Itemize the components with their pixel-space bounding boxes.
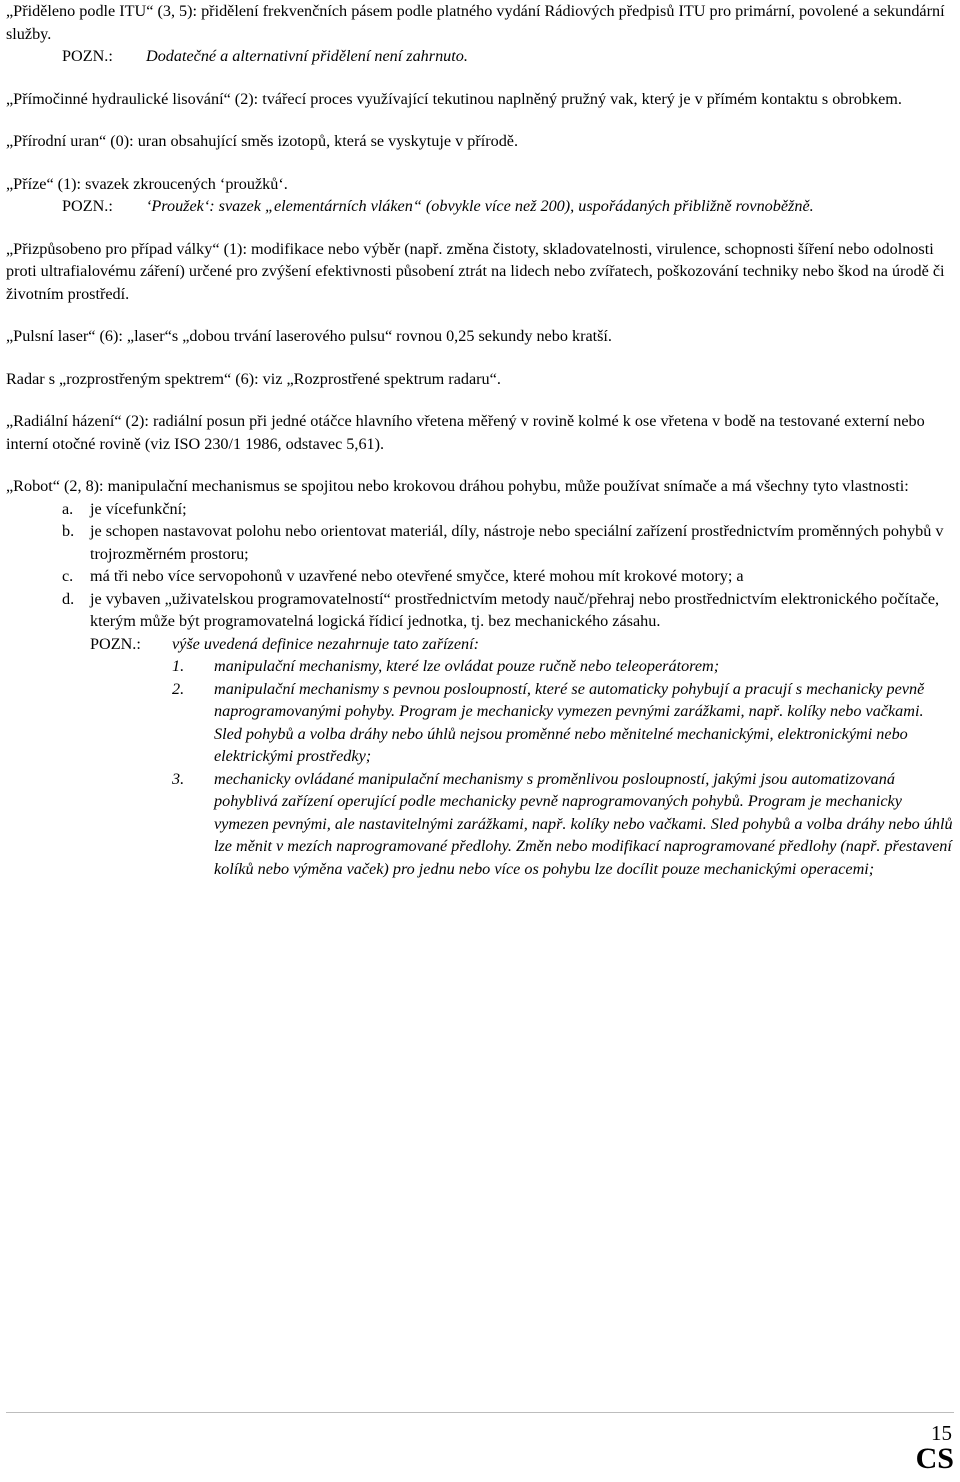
definition-text: „Příze“ (1): svazek zkroucených ‘proužků‘. [6,174,288,193]
definition-text: „Přiděleno podle ITU“ (3, 5): přidělení frekvenčních pásem podle platného vydání Rádiových předpisů ITU pro primární, povolené a sekundární služby. [6,2,945,43]
definition-text: „Přizpůsobeno pro případ války“ (1): modifikace nebo výběr (např. změna čistoty, skladovatelnosti, virulence, schopnosti šíření nebo odolnosti proti ultrafialovému záření) určené pro zvýšení efektivnosti působení ztrát na lidech nebo zvířatech, poškozování techniky nebo škod na úrodě či životním prostředí. [6,239,945,303]
definition-text: Radar s „rozprostřeným spektrem“ (6): viz „Rozprostřené spektrum radaru“. [6,369,501,388]
list-item [62,565,954,588]
definition-text: „Radiální házení“ (2): radiální posun při jedné otáčce hlavního vřetena měřený v rovině kolmé k ose vřetena v bodě na testované externí nebo interní otočné rovině (viz ISO 230/1 1986, odstavec 5,61). [6,412,925,453]
definition-note [90,633,954,656]
list-item-text: má tři nebo více servopohonů v uzavřené nebo otevřené smyčce, které mohou mít krokové motory; a [90,567,744,585]
list-item-label: d. [62,589,75,608]
exclusion-number: 2. [172,679,185,698]
note-text: Dodatečné a alternativní přidělení není zahrnuto. [146,47,468,65]
note-label: POZN.: [62,197,113,215]
definition-note [62,195,954,218]
list-item-text: je vícefunkční; [90,499,187,518]
note-text: ‘Proužek‘: svazek „elementárních vláken“ (obvykle více než 200), uspořádaných přibližně rovnoběžně. [146,197,814,215]
definition-radar [6,368,954,391]
exclusion-number: 3. [172,769,185,788]
definition-robot [6,475,954,880]
list-item [62,520,954,565]
exclusion-item [172,678,954,768]
definition-primocinne [6,88,954,111]
exclusion-item [172,655,954,678]
definition-prize [6,173,954,218]
language-code: CS [915,1442,954,1475]
exclusion-text: mechanicky ovládané manipulační mechanismy s proměnlivou posloupností, jakými jsou automatizovaná pohyblivá zařízení operující podle mechanicky pevně naprogramovaných pohybů. Program je mechanicky vymezen pevnými, ale nastavitelnými zarážkami, např. kolíky nebo vačkami. Sled pohybů a volba dráhy nebo úhlů lze měnit v mezích naprogramované předlohy. Změn nebo modifikací naprogramované předlohy (např. přestavení kolíků nebo výměna vaček) pro jednu nebo více os pohybu lze docílit pouze mechanickými operacemi; [214,769,953,878]
exclusion-item [172,768,954,881]
definition-prideleno [6,0,954,68]
exclusion-number: 1. [172,657,185,675]
list-item-text: je vybaven „uživatelskou programovatelností“ prostřednictvím metody nauč/přehraj nebo prostřednictvím elektronického počítače, kterým může být programovatelná logická řídicí jednotka, tj. bez mechanického zásahu. [90,589,940,630]
definition-pulsni [6,325,954,348]
list-item [62,588,954,633]
footer-divider [6,1412,954,1413]
definition-text: „Robot“ (2, 8): manipulační mechanismus se spojitou nebo krokovou dráhou pohybu, může používat snímače a má všechny tyto vlastnosti: [6,477,909,495]
list-item-text: je schopen nastavovat polohu nebo orientovat materiál, díly, nástroje nebo speciální zařízení prostřednictvím proměnných pohybů v trojrozměrném prostoru; [90,522,944,563]
list-item [62,498,954,521]
document-page [6,0,954,900]
list-item-label: c. [62,567,74,585]
note-text: výše uvedená definice nezahrnuje tato zařízení: [172,634,480,653]
definition-radialni [6,410,954,455]
exclusion-text: manipulační mechanismy, které lze ovládat pouze ručně nebo teleoperátorem; [214,657,720,675]
definition-text: „Pulsní laser“ (6): „laser“s „dobou trvání laserového pulsu“ rovnou 0,25 sekundy nebo kratší. [6,327,612,345]
page-number: 15 [931,1421,952,1445]
definition-text: „Přímočinné hydraulické lisování“ (2): tvářecí proces využívající tekutinou naplněný pružný vak, který je v přímém kontaktu s obrobkem. [6,89,902,108]
definition-note [62,45,954,68]
exclusion-text: manipulační mechanismy s pevnou posloupností, které se automaticky pohybují a pracují s mechanicky pevně naprogramovanými pohyby. Program je mechanicky vymezen pevnými zarážkami, např. kolíky nebo vačkami. Sled pohybů a volba dráhy nebo úhlů nejsou proměnné nebo měnitelné mechanickými, elektronickými nebo elektrickými prostředky; [214,679,925,765]
list-item-label: a. [62,499,74,518]
list-item-label: b. [62,522,75,540]
definition-prizpusobeno [6,238,954,306]
definition-prirodni [6,130,954,153]
definition-text: „Přírodní uran“ (0): uran obsahující směs izotopů, která se vyskytuje v přírodě. [6,132,519,150]
robot-properties-list [6,498,954,633]
note-label: POZN.: [90,634,141,653]
note-label: POZN.: [62,47,113,65]
